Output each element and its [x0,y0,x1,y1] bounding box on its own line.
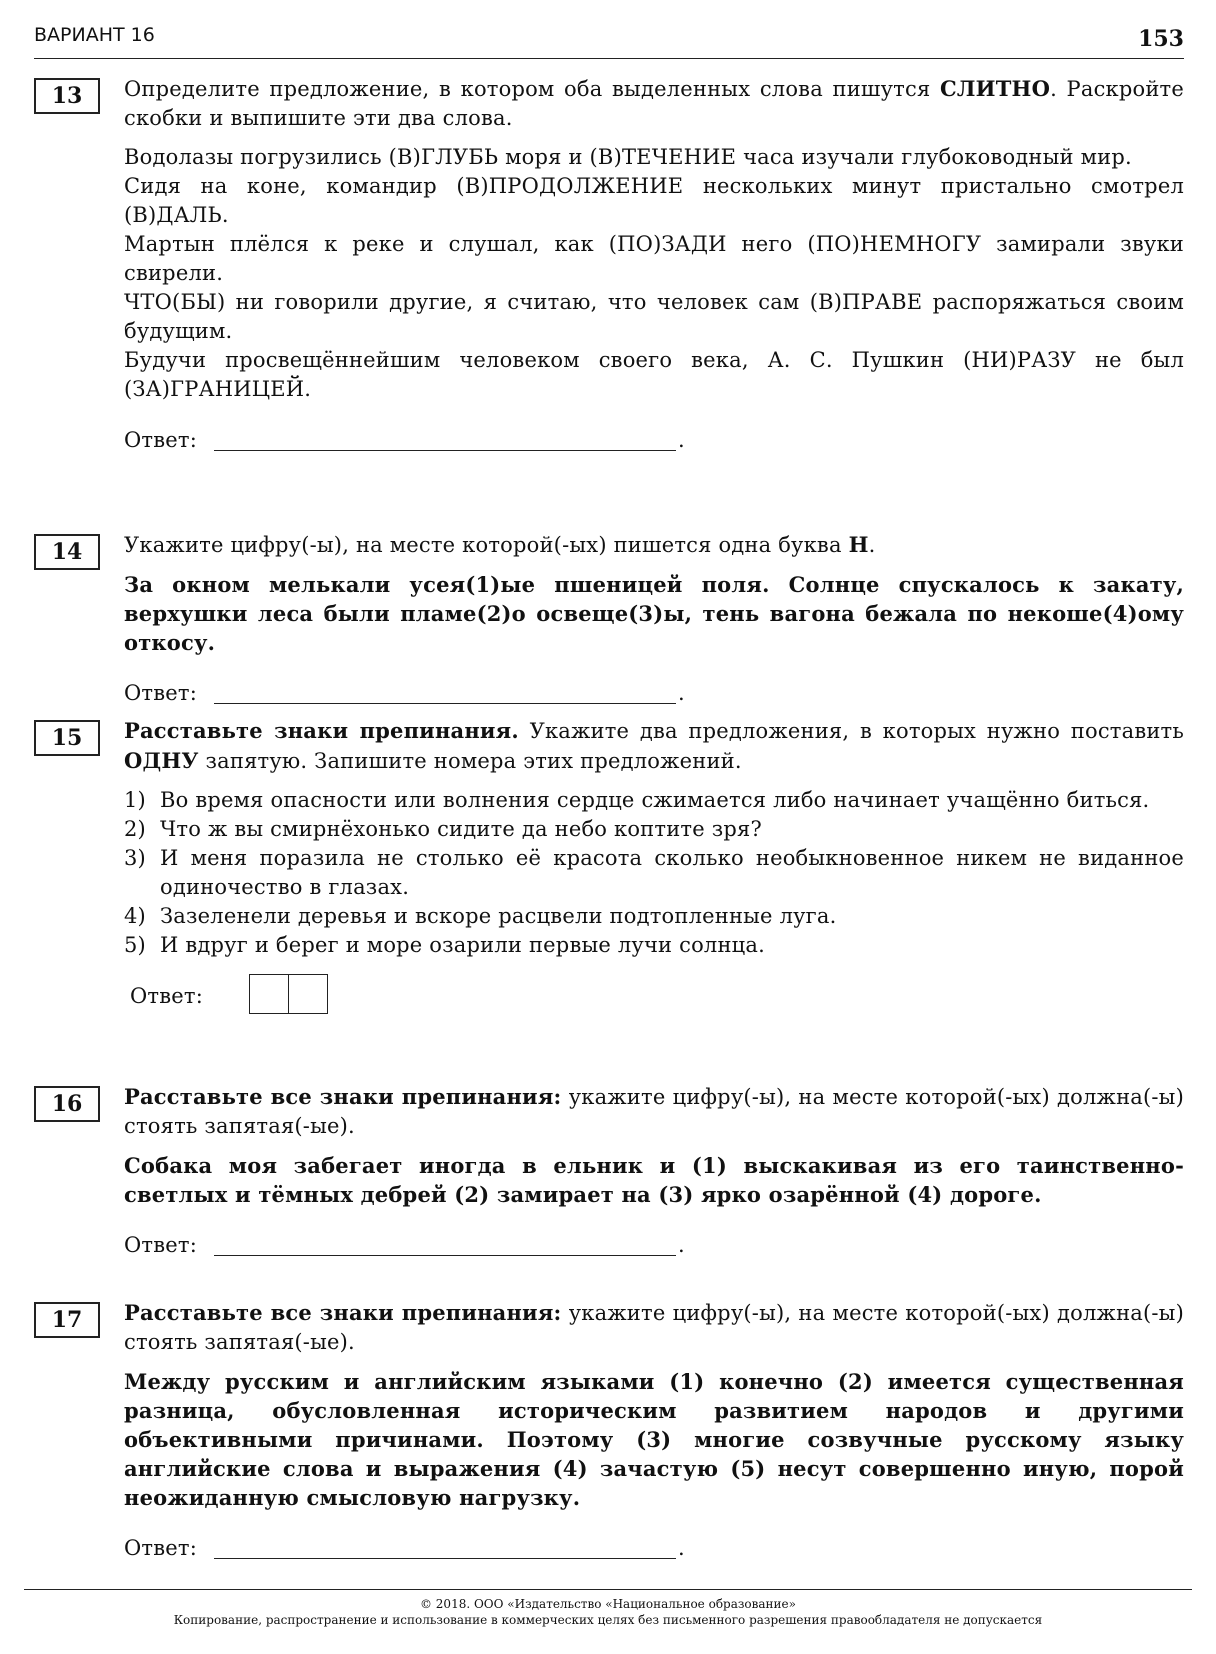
answer-field[interactable]: Ответ: . [124,677,1184,711]
sentence: Будучи просвещённейшим человеком своего века, А. С. Пушкин (НИ)РАЗУ не был (ЗА)ГРАНИЦЕЙ. [124,348,1184,401]
list-item: 4) Зазеленели деревья и вскоре расцвели подтопленные луга. [124,904,837,928]
variant-title: ВАРИАНТ 16 [34,24,155,46]
answer-line[interactable] [214,1255,676,1256]
task-17 [34,1298,1184,1566]
task-question: Расставьте все знаки препинания: укажите цифру(-ы), на месте которой(-ых) должна(-ы) стоять запятая(-ые). [124,1084,1184,1138]
task-question: Расставьте все знаки препинания: укажите цифру(-ы), на месте которой(-ых) должна(-ы) стоять запятая(-ые). [124,1300,1184,1354]
answer-cell-2[interactable] [289,974,328,1014]
copyright-notice: Копирование, распространение и использование в коммерческих целях без письменного разрешения правообладателя не допускается [173,1613,1043,1627]
task-text: За окном мелькали усея(1)ые пшеницей поля. Солнце спускалось к закату, верхушки леса были пламе(2)о освеще(3)ы, тень вагона бежала по некоше(4)ому откосу. [124,572,1184,655]
task-number: 15 [34,720,100,756]
sentence: Водолазы погрузились (В)ГЛУБЬ моря и (В)ТЕЧЕНИЕ часа изучали глубоководный мир. [124,145,1132,169]
list-item: 3) И меня поразила не столько её красота сколько необыкновенное никем не виданное одиночество в глазах. [124,846,1184,899]
task-text: Между русским и английским языками (1) конечно (2) имеется существенная разница, обусловленная историческим развитием народов и другими объективными причинами. Поэтому (3) многие созвучные русскому языку английские слова и выражения (4) зачастую (5) несут совершенно иную, порой неожиданную смысловую нагрузку. [124,1369,1184,1510]
list-item: 1) Во время опасности или волнения сердце сжимается либо начинает учащённо биться. [124,788,1150,812]
answer-field[interactable]: Ответ: . [124,424,1184,458]
answer-field[interactable]: Ответ: . [124,1229,1184,1263]
answer-label: Ответ: [124,1233,197,1257]
answer-label: Ответ: [124,428,197,452]
page-header [34,18,1184,59]
answer-label: Ответ: [130,984,203,1008]
task-number: 16 [34,1086,100,1122]
sentence: ЧТО(БЫ) ни говорили другие, я считаю, что человек сам (В)ПРАВЕ распоряжаться своим будущим. [124,290,1184,343]
task-question: Определите предложение, в котором оба выделенных слова пишутся СЛИТНО. Раскройте скобки и выпишите эти два слова. [124,76,1184,130]
task-question: Расставьте знаки препинания. Укажите два предложения, в которых нужно поставить ОДНУ запятую. Запишите номера этих предложений. [124,718,1184,773]
sentence: Сидя на коне, командир (В)ПРОДОЛЖЕНИЕ нескольких минут пристально смотрел (В)ДАЛЬ. [124,174,1184,227]
answer-label: Ответ: [124,681,197,705]
copyright: © 2018. ООО «Издательство «Национальное образование» [419,1597,796,1611]
answer-field [124,974,1184,1016]
answer-field[interactable]: Ответ: . [124,1532,1184,1566]
list-item: 5) И вдруг и берег и море озарили первые лучи солнца. [124,933,765,957]
task-number: 14 [34,534,100,570]
answer-line[interactable] [214,1558,676,1559]
sentence-list [124,786,1184,960]
answer-line[interactable] [214,450,676,451]
answer-line[interactable] [214,703,676,704]
task-number: 13 [34,78,100,114]
page-footer [24,1589,1192,1628]
task-13 [34,74,1184,458]
list-item: 2) Что ж вы смирнёхонько сидите да небо коптите зря? [124,817,762,841]
task-14 [34,530,1184,711]
task-text: Собака моя забегает иногда в ельник и (1) выскакивая из его таинственно-светлых и тёмных дебрей (2) замирает на (3) ярко озарённой (4) дороге. [124,1153,1184,1207]
task-16 [34,1082,1184,1263]
answer-label: Ответ: [124,1536,197,1560]
task-question: Укажите цифру(-ы), на месте которой(-ых) пишется одна буква Н. [124,532,876,557]
task-15 [34,716,1184,1016]
task-number: 17 [34,1302,100,1338]
sentence: Мартын плёлся к реке и слушал, как (ПО)ЗАДИ него (ПО)НЕМНОГУ замирали звуки свирели. [124,232,1184,285]
answer-cell-1[interactable] [249,974,289,1014]
page-number: 153 [1138,26,1184,52]
